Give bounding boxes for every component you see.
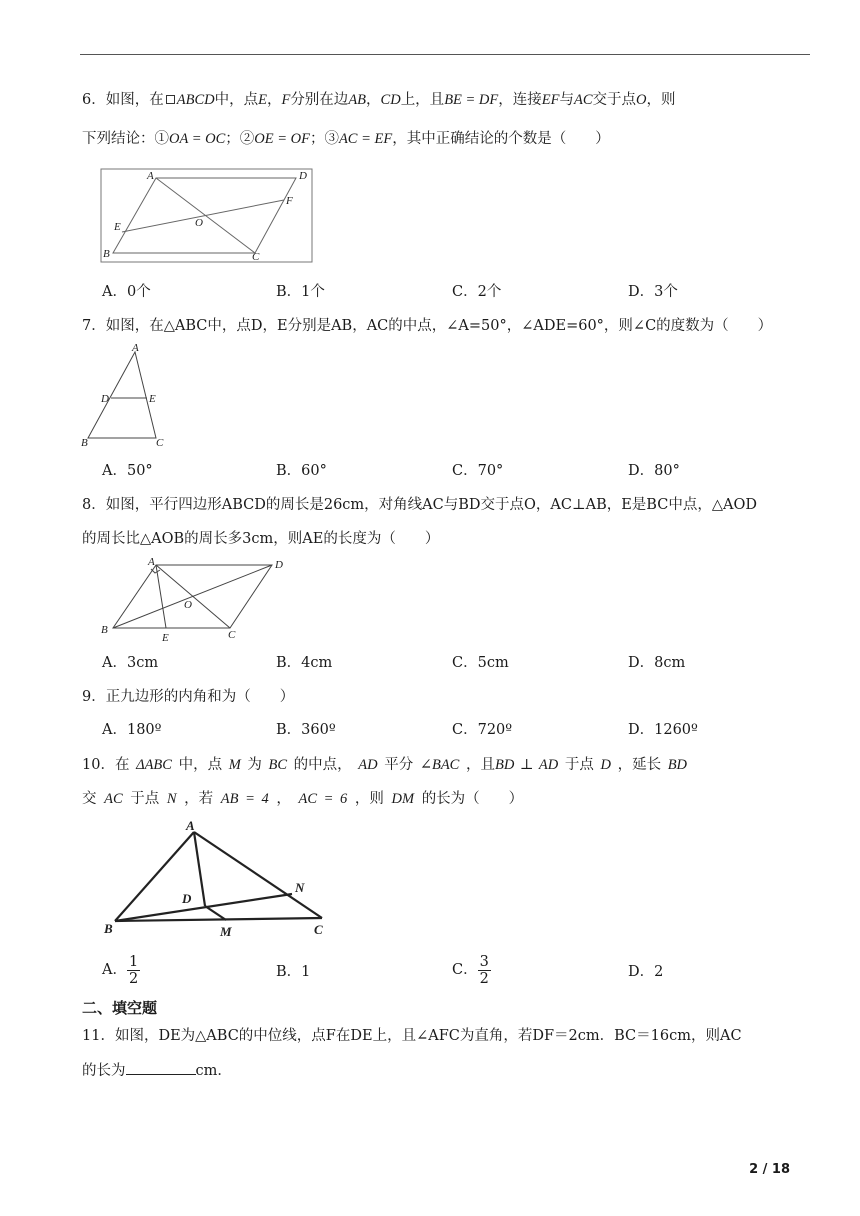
q8-figure <box>98 556 294 650</box>
answer-blank[interactable] <box>126 1060 196 1075</box>
q7-text: 7．如图，在△ABC中，点D，E分别是AB，AC的中点，∠A=50°，∠ADE=60°，则∠C的度数为（ ） <box>82 318 773 334</box>
q7-option-c: C．70° <box>452 463 504 479</box>
q8-label-C: C <box>228 629 236 641</box>
q10-option-a: A． $\frac{1}{2}$ <box>102 953 139 987</box>
q6-label-F: F <box>286 195 293 207</box>
q8-label-O: O <box>184 599 192 611</box>
q8-line2: 的周长比△AOB的周长多3cm，则AE的长度为（ ） <box>82 531 440 547</box>
q9-option-c: C．720º <box>452 722 513 738</box>
q9-text: 9．正九边形的内角和为（ ） <box>82 689 295 705</box>
q10-label-N: N <box>295 880 305 895</box>
q6-line2: 下列结论：①OA = OC；②OE = OF；③AC = EF，其中正确结论的个数是（ ） <box>82 131 610 147</box>
q6-label-O: O <box>195 217 203 229</box>
section-title: 二、填空题 <box>82 999 158 1017</box>
fraction-three-halves: $\frac{3}{2}$ <box>479 953 489 987</box>
q8-option-c: C．5cm <box>452 655 509 671</box>
q10-figure <box>100 818 340 946</box>
q10-line2: 交 AC 于点 N ，若 AB = 4 ， AC = 6 ，则 DM 的长为（ ） <box>82 791 524 807</box>
q7-label-C: C <box>156 437 164 449</box>
q7-label-A: A <box>132 342 139 354</box>
q11-line1: 11．如图，DE为△ABC的中位线，点F在DE上，且∠AFC为直角，若DF＝2cm．BC＝16cm，则AC <box>82 1028 742 1044</box>
q10-label-D: D <box>182 891 192 906</box>
q6-label-E: E <box>114 221 121 233</box>
q9-option-a: A．180º <box>102 722 162 738</box>
q8-line1: 8．如图，平行四边形ABCD的周长是26cm，对角线AC与BD交于点O，AC⊥AB，E是BC中点，△AOD <box>82 497 757 513</box>
q8-option-a: A．3cm <box>102 655 159 671</box>
q10-option-b: B．1 <box>276 964 311 980</box>
q10-label-M: M <box>220 924 232 939</box>
q11-line2: 的长为 cm． <box>82 1060 232 1081</box>
q8-label-B: B <box>101 624 108 636</box>
q10-label-C: C <box>314 922 323 937</box>
q9-option-b: B．360º <box>276 722 336 738</box>
page-number: 2 / 18 <box>749 1162 790 1177</box>
q6-label-B: B <box>103 248 110 260</box>
q6-label-A: A <box>147 170 154 182</box>
q7-option-b: B．60° <box>276 463 327 479</box>
q6-line1: 6．如图，在 ABCD中，点E，F分别在边AB，CD上，且BE = DF，连接EF与AC交于点O，则 <box>82 92 676 108</box>
q7-label-D: D <box>101 393 109 405</box>
q7-option-a: A．50° <box>102 463 153 479</box>
q6-option-b: B．1个 <box>276 284 325 300</box>
q6-label-C: C <box>252 251 260 263</box>
q7-label-B: B <box>81 437 88 449</box>
header-rule <box>80 54 810 55</box>
q7-option-d: D．80° <box>628 463 680 479</box>
parallelogram-symbol-icon <box>166 95 175 104</box>
q6-figure <box>100 168 314 268</box>
q6-option-c: C．2个 <box>452 284 502 300</box>
q8-option-b: B．4cm <box>276 655 333 671</box>
q10-label-A: A <box>186 818 195 833</box>
q8-option-d: D．8cm <box>628 655 686 671</box>
q10-option-d: D．2 <box>628 964 664 980</box>
q8-label-E: E <box>162 632 169 644</box>
q7-figure <box>80 342 170 454</box>
q8-label-A: A <box>148 556 155 568</box>
fraction-one-half: $\frac{1}{2}$ <box>128 953 139 987</box>
q9-option-d: D．1260º <box>628 722 698 738</box>
q10-option-c: C． $\frac{3}{2}$ <box>452 953 489 987</box>
q7-label-E: E <box>149 393 156 405</box>
q8-label-D: D <box>275 559 283 571</box>
q6-option-a: A．0个 <box>102 284 151 300</box>
q10-label-B: B <box>104 921 113 936</box>
q6-option-d: D．3个 <box>628 284 678 300</box>
q6-label-D: D <box>299 170 307 182</box>
q10-line1: 10．在 ΔABC 中，点 M 为 BC 的中点， AD 平分 ∠BAC ，且BD ⊥ AD 于点 D ，延长 BD <box>82 757 688 773</box>
